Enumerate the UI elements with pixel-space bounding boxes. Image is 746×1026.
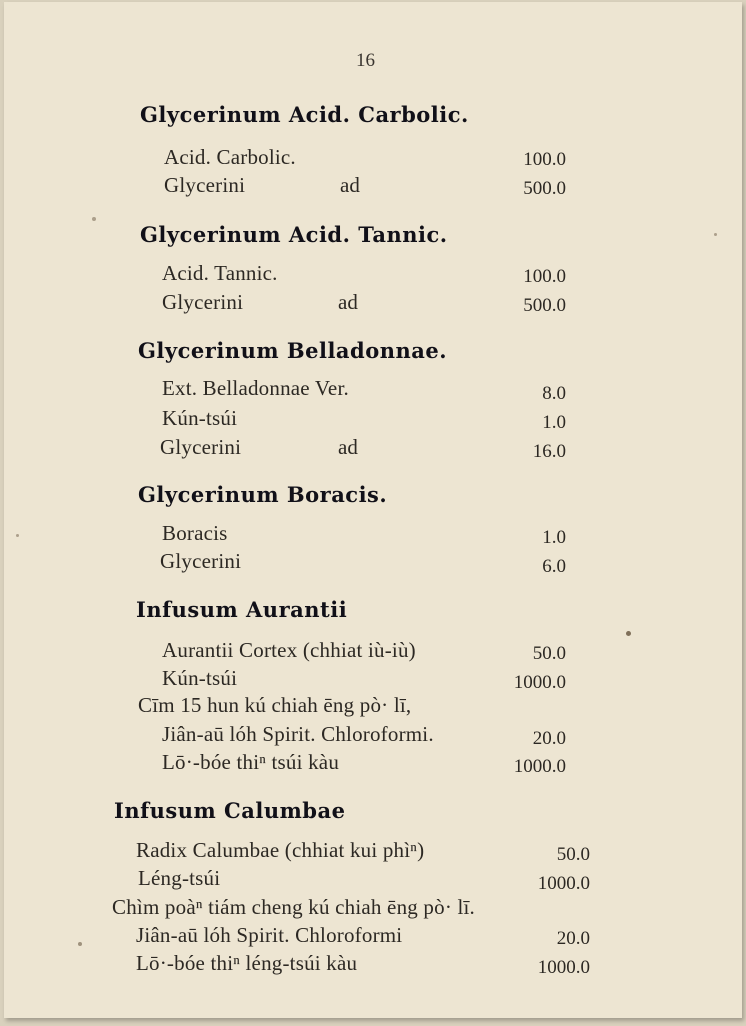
ingredient-line: Acid. Carbolic. <box>164 145 296 169</box>
instruction-line: Cīm 15 hun kú chiah ēng pò· lī, <box>138 693 412 717</box>
ingredient-line: Glycerini <box>160 435 242 459</box>
ingredient-line: Glycerini <box>164 173 246 197</box>
ingredient-quantity: 20.0 <box>556 928 590 949</box>
document-page <box>4 2 742 1018</box>
section-title-glycerinum-acid-carbolic: Glycerinum Acid. Carbolic. <box>140 102 469 127</box>
paper-spot <box>626 631 631 636</box>
ingredient-line: Jiân-aū lóh Spirit. Chloroformi <box>136 923 403 947</box>
ingredient-quantity: 500.0 <box>523 295 566 316</box>
section-title-glycerinum-belladonnae: Glycerinum Belladonnae. <box>138 338 448 363</box>
ingredient-line: Acid. Tannic. <box>162 261 278 285</box>
paper-spot <box>16 534 19 537</box>
ingredient-quantity: 20.0 <box>532 728 566 749</box>
ingredient-line: Jiân-aū lóh Spirit. Chloroformi. <box>162 722 434 746</box>
ingredient-line: Kún-tsúi <box>162 406 238 430</box>
paper-spot <box>78 942 82 946</box>
paper-spot <box>714 233 717 236</box>
ingredient-quantity: 500.0 <box>523 178 566 199</box>
ingredient-line: Aurantii Cortex (chhiat iù-iù) <box>162 638 416 662</box>
ad-marker: ad <box>338 435 358 459</box>
instruction-line: Chìm poàⁿ tiám cheng kú chiah ēng pò· lī. <box>112 895 475 919</box>
ingredient-line: Boracis <box>162 521 228 545</box>
ingredient-quantity: 1000.0 <box>537 957 590 978</box>
ingredient-quantity: 50.0 <box>556 844 590 865</box>
ingredient-line: Kún-tsúi <box>162 666 238 690</box>
ad-marker: ad <box>340 173 360 197</box>
ad-marker: ad <box>338 290 358 314</box>
section-title-infusum-calumbae: Infusum Calumbae <box>114 798 346 823</box>
ingredient-quantity: 100.0 <box>523 266 566 287</box>
ingredient-quantity: 1000.0 <box>537 873 590 894</box>
ingredient-quantity: 1.0 <box>542 527 566 548</box>
ingredient-quantity: 1000.0 <box>513 756 566 777</box>
paper-spot <box>92 217 96 221</box>
ingredient-line: Lō·-bóe thiⁿ léng-tsúi kàu <box>136 951 358 975</box>
ingredient-line: Glycerini <box>160 549 242 573</box>
ingredient-line: Ext. Belladonnae Ver. <box>162 376 349 400</box>
ingredient-quantity: 50.0 <box>532 643 566 664</box>
ingredient-line: Glycerini <box>162 290 244 314</box>
ingredient-line: Lō·-bóe thiⁿ tsúi kàu <box>162 750 340 774</box>
section-title-infusum-aurantii: Infusum Aurantii <box>136 597 348 622</box>
ingredient-quantity: 1.0 <box>542 412 566 433</box>
ingredient-quantity: 16.0 <box>532 441 566 462</box>
ingredient-line: Radix Calumbae (chhiat kui phìⁿ) <box>136 838 425 862</box>
ingredient-quantity: 6.0 <box>542 556 566 577</box>
page-number: 16 <box>356 50 375 71</box>
section-title-glycerinum-boracis: Glycerinum Boracis. <box>138 482 388 507</box>
ingredient-quantity: 8.0 <box>542 383 566 404</box>
ingredient-quantity: 100.0 <box>523 149 566 170</box>
ingredient-line: Léng-tsúi <box>138 866 221 890</box>
ingredient-quantity: 1000.0 <box>513 672 566 693</box>
section-title-glycerinum-acid-tannic: Glycerinum Acid. Tannic. <box>140 222 448 247</box>
